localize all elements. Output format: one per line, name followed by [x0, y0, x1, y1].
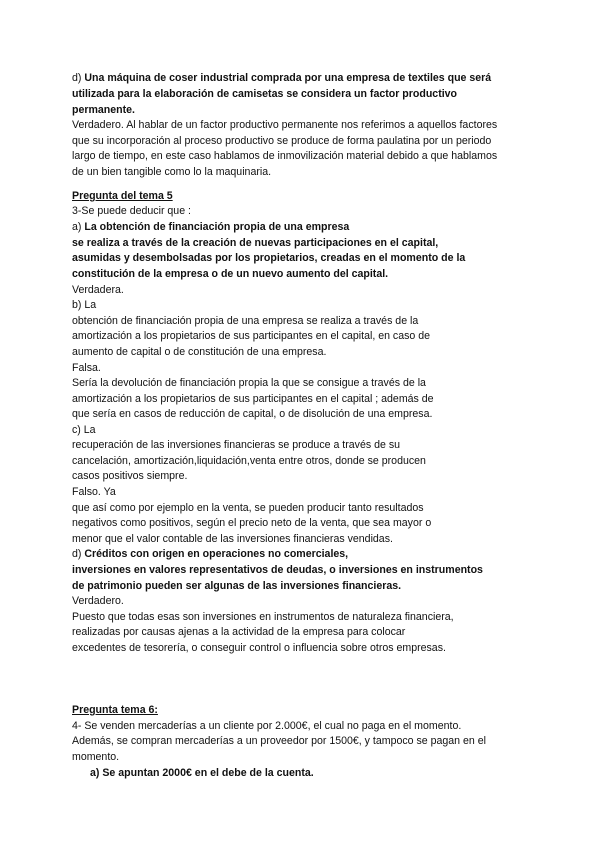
tema5-a-line-2: se realiza a través de la creación de nuevas participaciones en el capital, — [72, 237, 439, 249]
tema5-heading: Pregunta del tema 5 — [72, 190, 173, 202]
tema5-b-verdict: Falsa. — [72, 362, 101, 374]
tema5-c-expl-2: negativos como positivos, según el precio neto de la venta, que sea mayor o — [72, 517, 432, 529]
tema5-c-expl-1: que así como por ejemplo en la venta, se pueden producir tanto resultados — [72, 502, 424, 514]
q4-d-line-1: d) Una máquina de coser industrial comprada por una empresa de textiles que será — [72, 72, 492, 84]
tema6-question-3: momento. — [72, 751, 120, 763]
tema5-a-line-1: a) La obtención de financiación propia de una empresa — [72, 221, 350, 233]
tema5-d-line-3: de patrimonio pueden ser algunas de las inversiones financieras. — [72, 580, 402, 592]
tema5-b-expl-1: Sería la devolución de financiación propia la que se consigue a través de la — [72, 377, 426, 389]
tema5-question: 3-Se puede deducir que : — [72, 205, 191, 217]
q4-d-answer-1: Verdadero. Al hablar de un factor productivo permanente nos referimos a aquellos factores — [72, 119, 498, 131]
q4-d-answer-4: de un bien tangible como lo la maquinaria. — [72, 166, 272, 178]
tema6-question-1: 4- Se venden mercaderías a un cliente por 2.000€, el cual no paga en el momento. — [72, 720, 462, 732]
q4-d-line-2: utilizada para la elaboración de camisetas se considera un factor productivo — [72, 88, 458, 100]
q4-d-answer-3: largo de tiempo, en este caso hablamos de inmovilización material debido a que hablamos — [72, 150, 498, 162]
tema5-b-line-2: amortización a los propietarios de sus participantes en el capital, en caso de — [72, 330, 431, 342]
tema6-question-2: Además, se compran mercaderías a un proveedor por 1500€, y tampoco se pagan en el — [72, 735, 486, 747]
tema5-b-line-1: obtención de financiación propia de una empresa se realiza a través de la — [72, 315, 419, 327]
tema5-d-expl-3: excedentes de tesorería, o conseguir control o influencia sobre otros empresas. — [72, 642, 446, 654]
tema5-c-line-3: casos positivos siempre. — [72, 470, 188, 482]
tema5-c-line-2: cancelación, amortización,liquidación,venta entre otros, donde se producen — [72, 455, 426, 467]
q4-d-answer-2: que su incorporación al proceso productivo se produce de forma paulatina por un periodo — [72, 135, 492, 147]
tema5-d-verdict: Verdadero. — [72, 595, 124, 607]
tema5-c-expl-3: menor que el valor contable de las inversiones financieras vendidas. — [72, 533, 393, 545]
tema5-d-expl-1: Puesto que todas esas son inversiones en instrumentos de naturaleza financiera, — [72, 611, 454, 623]
tema5-d-expl-2: realizadas por causas ajenas a la actividad de la empresa para colocar — [72, 626, 406, 638]
q4-d-line-3: permanente. — [72, 104, 135, 116]
tema5-a-line-4: constitución de la empresa o de un nuevo aumento del capital. — [72, 268, 389, 280]
tema5-a-line-3: asumidas y desembolsadas por los propietarios, creadas en el momento de la — [72, 252, 466, 264]
tema5-c-line-1: recuperación de las inversiones financieras se produce a través de su — [72, 439, 401, 451]
tema5-d-line-2: inversiones en valores representativos de deudas, o inversiones en instrumentos — [72, 564, 483, 576]
tema5-b-expl-2: amortización a los propietarios de sus participantes en el capital ; además de — [72, 393, 434, 405]
tema5-d-line-1: d) Créditos con origen en operaciones no comerciales, — [72, 548, 349, 560]
tema5-c-prefix: c) La — [72, 424, 96, 436]
tema5-b-prefix: b) La — [72, 299, 97, 311]
tema5-a-verdict: Verdadera. — [72, 284, 124, 296]
tema6-option-a: a) Se apuntan 2000€ en el debe de la cuenta. — [90, 767, 314, 779]
tema5-b-expl-3: que sería en casos de reducción de capital, o de disolución de una empresa. — [72, 408, 433, 420]
tema5-b-line-3: aumento de capital o de constitución de una empresa. — [72, 346, 327, 358]
tema5-c-verdict: Falso. Ya — [72, 486, 116, 498]
tema6-heading: Pregunta tema 6: — [72, 704, 158, 716]
